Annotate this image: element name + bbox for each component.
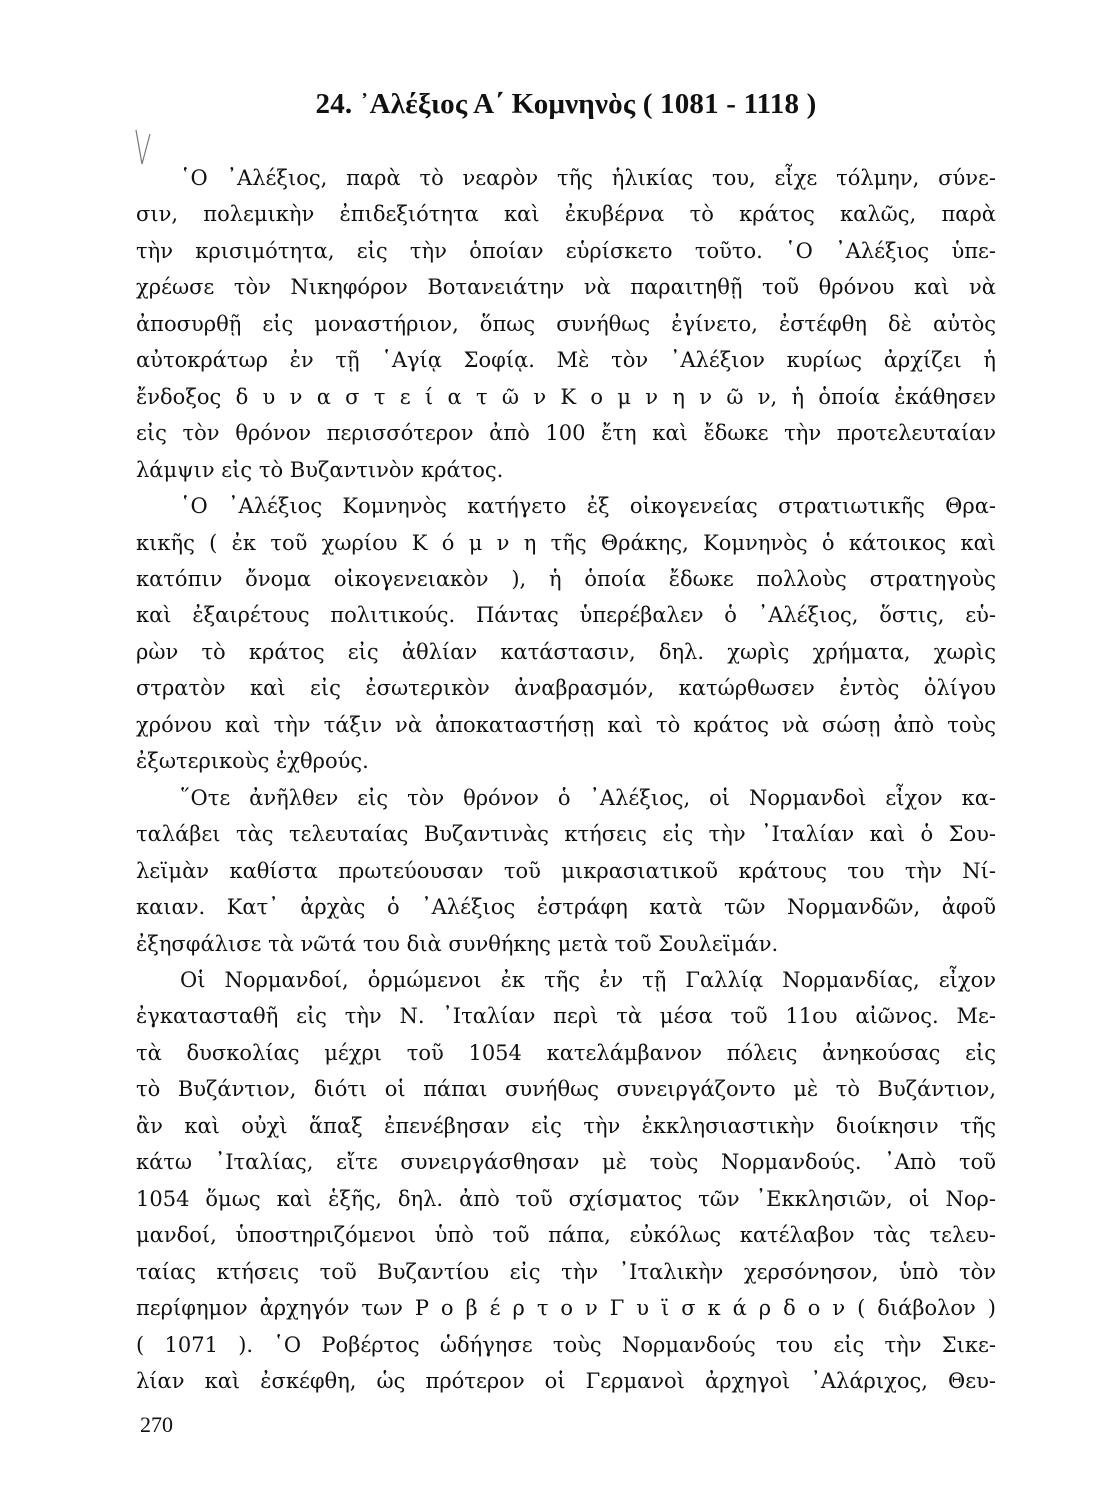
text-line: λάμψιν εἰς τὸ Βυζαντινὸν κράτος. [136, 457, 504, 482]
text-line: μανδοί, ὑποστηριζόμενοι ὑπὸ τοῦ πάπα, εὐκόλως κατέλαβον τὰς τελευ- [136, 1223, 996, 1248]
text-line: ταίας κτήσεις τοῦ Βυζαντίου εἰς τὴν ᾽Ιταλικὴν χερσόνησον, ὑπὸ τὸν [136, 1259, 996, 1284]
chapter-heading: 24. ᾽Αλέξιος Α΄ Κομνηνὸς ( 1081 - 1118 ) [315, 88, 817, 120]
text-line: τὸ Βυζάντιον, διότι οἱ πάπαι συνήθως συνειργάζοντο μὲ τὸ Βυζάντιον, [136, 1077, 996, 1102]
text-line: ἂν καὶ οὐχὶ ἅπαξ ἐπενέβησαν εἰς τὴν ἐκκλησιαστικὴν διοίκησιν τῆς [136, 1113, 996, 1138]
text-line: στρατὸν καὶ εἰς ἐσωτερικὸν ἀναβρασμόν, κατώρθωσεν ἐντὸς ὀλίγου [136, 676, 996, 701]
text-line: τὰ δυσκολίας μέχρι τοῦ 1054 κατελάμβανον πόλεις ἀνηκούσας εἰς [136, 1040, 996, 1065]
text-line: περίφημον ἀρχηγόν των Ρ ο β έ ρ τ ο ν Γ υ ϊ σ κ ά ρ δ ο ν ( διάβολον ) [136, 1296, 996, 1321]
body-text [136, 160, 996, 1399]
text-line: τὴν κρισιμότητα, εἰς τὴν ὁποίαν εὑρίσκετο τοῦτο. ῾Ο ᾽Αλέξιος ὑπε- [136, 238, 996, 263]
text-line: χρέωσε τὸν Νικηφόρον Βοτανειάτην νὰ παραιτηθῇ τοῦ θρόνου καὶ νὰ [136, 275, 996, 300]
text-line: καιαν. Κατ᾽ ἀρχὰς ὁ ᾽Αλέξιος ἐστράφη κατὰ τῶν Νορμανδῶν, ἀφοῦ [136, 895, 996, 920]
text-line: σιν, πολεμικὴν ἐπιδεξιότητα καὶ ἐκυβέρνα τὸ κράτος καλῶς, παρὰ [136, 202, 996, 227]
text-line: λεϊμὰν καθίστα πρωτεύουσαν τοῦ μικρασιατικοῦ κράτους του τὴν Νί- [136, 858, 996, 883]
text-line: ῾Ο ᾽Αλέξιος, παρὰ τὸ νεαρὸν τῆς ἡλικίας του, εἶχε τόλμην, σύνε- [180, 166, 996, 190]
text-line: ἐξωτερικοὺς ἐχθρούς. [136, 749, 369, 774]
text-line: καὶ ἐξαιρέτους πολιτικούς. Πάντας ὑπερέβαλεν ὁ ᾽Αλέξιος, ὅστις, εὑ- [136, 603, 996, 628]
text-line: ρὼν τὸ κράτος εἰς ἀθλίαν κατάστασιν, δηλ. χωρὶς χρήματα, χωρὶς [136, 639, 996, 664]
paragraph [136, 160, 996, 488]
text-line: ( 1071 ). ῾Ο Ροβέρτος ὡδήγησε τοὺς Νορμανδούς του εἰς τὴν Σικε- [136, 1332, 996, 1357]
text-line: ῾Ο ᾽Αλέξιος Κομνηνὸς κατήγετο ἐξ οἰκογενείας στρατιωτικῆς Θρα- [180, 494, 996, 519]
text-line: αὐτοκράτωρ ἐν τῇ ῾Αγίᾳ Σοφίᾳ. Μὲ τὸν ᾽Αλέξιον κυρίως ἀρχίζει ἡ [136, 348, 996, 373]
text-line: λίαν καὶ ἐσκέφθη, ὡς πρότερον οἱ Γερμανοὶ ἀρχηγοὶ ᾽Αλάριχος, Θευ- [136, 1368, 996, 1393]
text-line: Οἱ Νορμανδοί, ὁρμώμενοι ἐκ τῆς ἐν τῇ Γαλλίᾳ Νορμανδίας, εἶχον [180, 967, 996, 992]
text-line: εἰς τὸν θρόνον περισσότερον ἀπὸ 100 ἔτη καὶ ἔδωκε τὴν προτελευταίαν [136, 421, 996, 446]
paragraph [136, 962, 996, 1399]
text-line: ῞Οτε ἀνῆλθεν εἰς τὸν θρόνον ὁ ᾽Αλέξιος, οἱ Νορμανδοὶ εἶχον κα- [180, 785, 996, 810]
text-line: ἐξησφάλισε τὰ νῶτά του διὰ συνθήκης μετὰ τοῦ Σουλεϊμάν. [136, 931, 779, 956]
text-line: κικῆς ( ἐκ τοῦ χωρίου Κ ό μ ν η τῆς Θράκης, Κομνηνὸς ὁ κάτοικος καὶ [136, 530, 996, 555]
paragraph [136, 488, 996, 780]
text-line: χρόνου καὶ τὴν τάξιν νὰ ἀποκαταστήσῃ καὶ τὸ κράτος νὰ σώσῃ ἀπὸ τοὺς [136, 712, 996, 737]
text-line: κάτω ᾽Ιταλίας, εἴτε συνειργάσθησαν μὲ τοὺς Νορμανδούς. ᾽Απὸ τοῦ [136, 1150, 996, 1175]
page-number: 270 [140, 1412, 173, 1437]
paragraph [136, 780, 996, 962]
text-line: ἔνδοξος δ υ ν α σ τ ε ί α τ ῶ ν Κ ο μ ν η ν ῶ ν, ἡ ὁποία ἐκάθησεν [136, 384, 996, 409]
text-line: ταλάβει τὰς τελευταίας Βυζαντινὰς κτήσεις εἰς τὴν ᾽Ιταλίαν καὶ ὁ Σου- [136, 822, 996, 847]
text-line: κατόπιν ὄνομα οἰκογενειακὸν ), ἡ ὁποία ἔδωκε πολλοὺς στρατηγοὺς [136, 566, 996, 591]
text-line: 1054 ὅμως καὶ ἑξῆς, δηλ. ἀπὸ τοῦ σχίσματος τῶν ᾽Εκκλησιῶν, οἱ Νορ- [136, 1186, 996, 1211]
text-line: ἐγκατασταθῆ εἰς τὴν Ν. ᾽Ιταλίαν περὶ τὰ μέσα τοῦ 11ου αἰῶνος. Με- [136, 1004, 996, 1029]
text-line: ἀποσυρθῇ εἰς μοναστήριον, ὅπως συνήθως ἐγίνετο, ἐστέφθη δὲ αὐτὸς [136, 311, 996, 336]
